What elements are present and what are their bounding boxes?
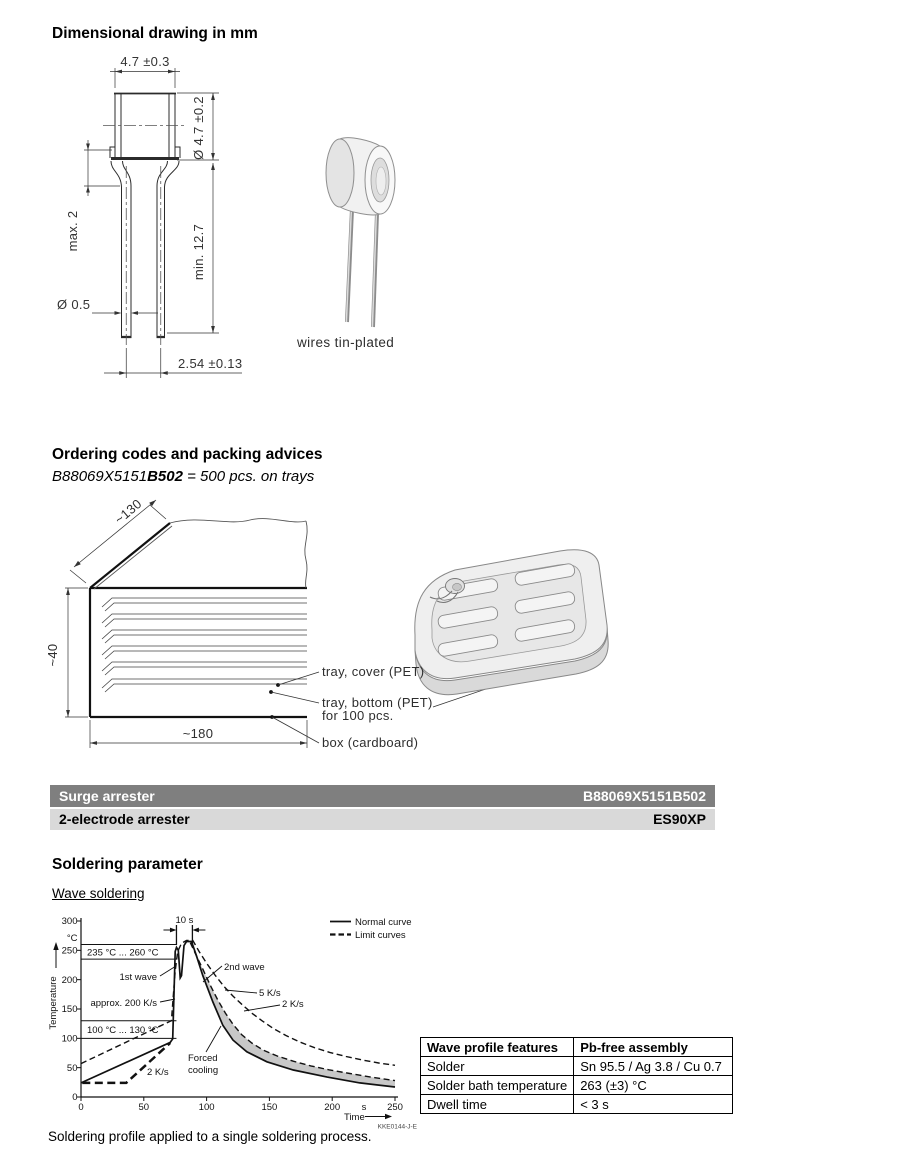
- tray-stack-lines: [102, 598, 307, 692]
- solder-table-cell: 263 (±3) °C: [574, 1076, 733, 1095]
- component-outline: [110, 93, 180, 337]
- legend-label: Limit curves: [355, 929, 406, 941]
- label-tray-cover: tray, cover (PET): [322, 664, 425, 679]
- product-bar-secondary-right: ES90XP: [653, 811, 706, 827]
- solder-table-cell: Sn 95.5 / Ag 3.8 / Cu 0.7: [574, 1057, 733, 1076]
- chart-id: KKE0144-J-E: [377, 1123, 417, 1131]
- solder-table-cell: < 3 s: [574, 1095, 733, 1114]
- packing-dim-slant: ~130: [111, 496, 145, 528]
- x-tick-label: 50: [138, 1102, 150, 1113]
- wave-profile-table: [420, 1037, 733, 1114]
- x-tick-label: 250: [387, 1102, 403, 1113]
- y-tick-label: 50: [66, 1062, 78, 1074]
- y-axis-arrow: [53, 942, 58, 950]
- solder-table-cell: Solder bath temperature: [421, 1076, 574, 1095]
- dimension-lines: [84, 68, 242, 378]
- product-bar-secondary-left: 2-electrode arrester: [59, 811, 190, 827]
- packing-drawing: [45, 495, 715, 763]
- annotation: 2 K/s: [282, 999, 304, 1010]
- dimensional-drawing: [45, 48, 425, 405]
- solder-table-row: [421, 1076, 733, 1095]
- solder-table-cell: Dwell time: [421, 1095, 574, 1114]
- annotation: 2nd wave: [224, 962, 265, 973]
- annotation: approx. 200 K/s: [90, 998, 157, 1009]
- solder-table-row: [421, 1095, 733, 1114]
- solder-table-header: Pb-free assembly: [574, 1038, 733, 1057]
- x-tick-label: 100: [198, 1102, 215, 1113]
- tray-3d-illustration: [415, 550, 608, 695]
- dim-label-shoulder: max. 2: [65, 210, 80, 252]
- solder-table-row: [421, 1057, 733, 1076]
- packing-dimension-lines: [65, 500, 307, 748]
- dim-label-wire-length: min. 12.7: [191, 223, 206, 281]
- product-bar-primary-left: Surge arrester: [59, 788, 155, 804]
- x-axis-arrow: [385, 1114, 392, 1119]
- solder-table-cell: Solder: [421, 1057, 574, 1076]
- label-tray-bottom-qty: for 100 pcs.: [322, 708, 394, 723]
- x-tick-label: 0: [78, 1102, 84, 1113]
- box-outline: [90, 523, 307, 717]
- reference-band-label: 100 °C ... 130 °C: [87, 1025, 159, 1037]
- x-tick-label: 200: [324, 1102, 341, 1113]
- ordering-code-suffix: = 500 pcs. on trays: [182, 468, 315, 485]
- annotation-leader: [225, 990, 257, 993]
- product-bar-primary: [50, 785, 715, 807]
- label-box-cardboard: box (cardboard): [322, 735, 419, 750]
- photo-caption: wires tin-plated: [297, 335, 395, 350]
- soldering-footnote: Soldering profile applied to a single soldering process.: [48, 1129, 372, 1144]
- product-bar-secondary: [50, 809, 715, 830]
- wave-soldering-chart: [45, 908, 420, 1134]
- subsection-wave-soldering: Wave soldering: [52, 886, 145, 901]
- component-photo: [326, 138, 395, 327]
- dim-label-diameter: Ø 4.7 ±0.2: [191, 96, 206, 160]
- y-tick-label: 200: [61, 974, 78, 986]
- reference-band-label: 235 °C ... 260 °C: [87, 947, 159, 959]
- packing-dim-height: ~40: [45, 643, 60, 667]
- annotation: 5 K/s: [259, 988, 281, 999]
- section-title-soldering: Soldering parameter: [52, 856, 203, 873]
- ordering-code-line: [52, 468, 314, 485]
- packing-dim-width: ~180: [182, 726, 214, 741]
- section-title-ordering-codes: Ordering codes and packing advices: [52, 446, 323, 463]
- ordering-code-prefix: B88069X5151: [52, 468, 148, 485]
- y-tick-label: 300: [61, 916, 78, 928]
- y-tick-label: 100: [61, 1033, 78, 1045]
- y-axis-title: Temperature: [48, 976, 59, 1030]
- x-unit-label: s: [361, 1102, 367, 1113]
- cooling-band: [190, 942, 395, 1088]
- dim-label-wire-diameter: Ø 0.5: [57, 297, 91, 312]
- x-tick-label: 150: [261, 1102, 278, 1113]
- annotation: Forced: [188, 1053, 218, 1064]
- annotation-dwell-span: 10 s: [175, 915, 194, 926]
- dim-label-pitch: 2.54 ±0.13: [178, 356, 243, 371]
- y-tick-label: 250: [61, 945, 78, 957]
- solder-table-header: Wave profile features: [421, 1038, 574, 1057]
- annotation-leader: [160, 966, 176, 976]
- ordering-code-bold: B502: [147, 468, 183, 485]
- x-axis-title: Time: [344, 1112, 365, 1123]
- annotation: 1st wave: [119, 972, 157, 983]
- annotation: 2 K/s: [147, 1067, 169, 1078]
- y-unit-label: °C: [66, 933, 78, 944]
- annotation-leader: [206, 1026, 221, 1052]
- legend-label: Normal curve: [355, 916, 412, 928]
- annotation-leader: [244, 1005, 280, 1011]
- box-torn-edge: [94, 519, 307, 589]
- label-tray-bottom: tray, bottom (PET): [322, 695, 433, 710]
- product-bar-primary-right: B88069X5151B502: [583, 788, 706, 804]
- y-tick-label: 0: [72, 1092, 78, 1104]
- dim-label-width: 4.7 ±0.3: [120, 54, 170, 69]
- annotation: cooling: [188, 1065, 219, 1076]
- y-tick-label: 150: [61, 1004, 78, 1016]
- section-title-dimensional-drawing: Dimensional drawing in mm: [52, 25, 258, 42]
